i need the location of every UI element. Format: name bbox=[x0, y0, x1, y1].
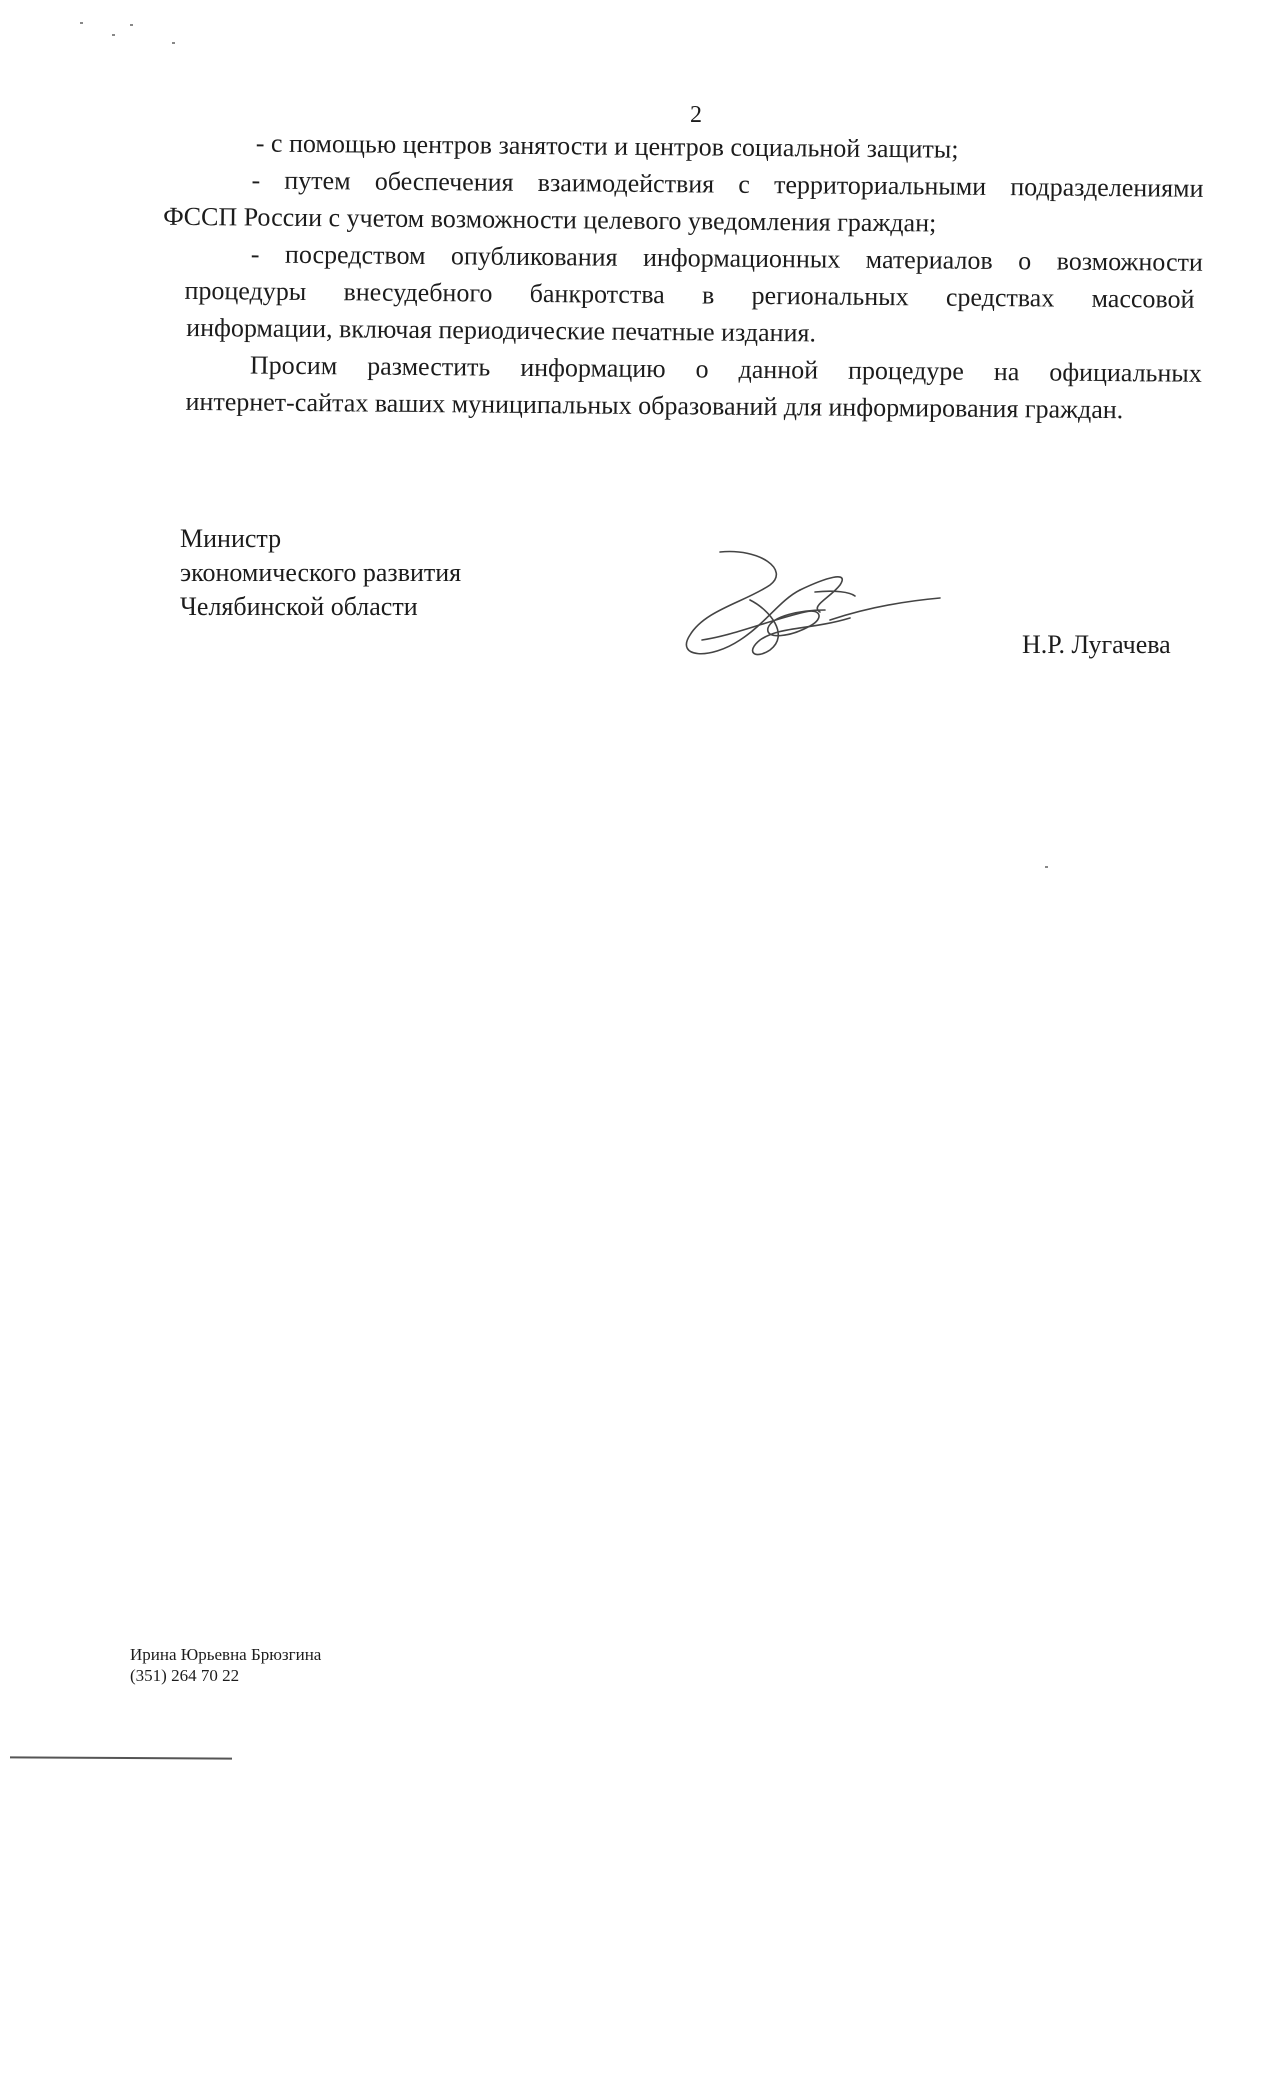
position-title: Министр bbox=[180, 524, 282, 553]
scan-speck bbox=[130, 24, 133, 26]
body-line-3: ФССП России с учетом возможности целевого уведомления граждан; bbox=[163, 201, 937, 238]
signatory-position bbox=[180, 522, 461, 624]
position-department: экономического развития bbox=[180, 558, 462, 587]
contact-phone: (351) 264 70 22 bbox=[130, 1666, 240, 1685]
letter-body bbox=[163, 124, 1204, 429]
scan-artifact-line bbox=[10, 1756, 232, 1759]
body-line-4: - посредством опубликования информационных материалов о возможности bbox=[250, 239, 1203, 277]
page-number: 2 bbox=[690, 102, 702, 128]
scan-speck bbox=[112, 34, 115, 36]
scan-speck bbox=[80, 22, 83, 24]
scan-speck bbox=[172, 42, 175, 44]
contact-name: Ирина Юрьевна Брюзгина bbox=[130, 1645, 322, 1664]
signer-name: Н.Р. Лугачева bbox=[1022, 630, 1171, 659]
body-line-8: интернет-сайтах ваших муниципальных образований для информирования граждан. bbox=[185, 386, 1124, 425]
body-line-1: - с помощью центров занятости и центров социальной защиты; bbox=[255, 128, 959, 164]
body-line-2: - путем обеспечения взаимодействия с территориальными подразделениями bbox=[251, 165, 1204, 203]
body-line-7: Просим разместить информацию о данной процедуре на официальных bbox=[249, 350, 1202, 388]
handwritten-signature bbox=[650, 540, 950, 670]
position-region: Челябинской области bbox=[180, 592, 418, 621]
body-line-5: процедуры внесудебного банкротства в региональных средствах массовой bbox=[184, 275, 1195, 314]
scan-speck bbox=[1045, 866, 1048, 868]
contact-info bbox=[130, 1644, 321, 1686]
body-line-6: информации, включая периодические печатные издания. bbox=[186, 312, 817, 348]
